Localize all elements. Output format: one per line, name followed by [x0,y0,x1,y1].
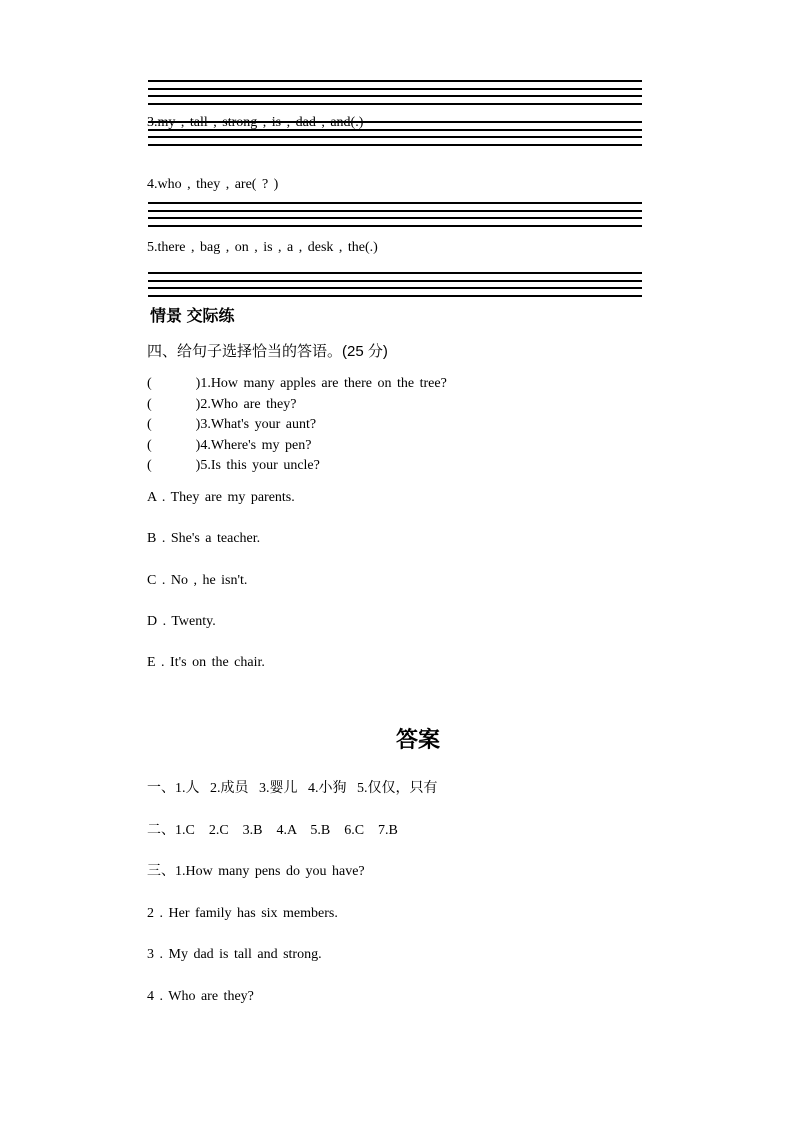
ruled-line [148,129,642,131]
ruled-line [148,121,642,123]
answer-line-4: 2 . Her family has six members. [147,906,338,921]
question-item-1: ( )1.How many apples are there on the tree? [147,376,447,391]
answer-line-6: 4 . Who are they? [147,989,254,1004]
answer-writing-lines [148,272,642,298]
answer-option-d: D . Twenty. [147,614,216,629]
answers-title: 答案 [395,727,441,752]
ruled-line [148,136,642,138]
answer-option-c: C . No , he isn't. [147,573,248,588]
ruled-line [148,272,642,274]
answer-option-a: A . They are my parents. [147,490,295,505]
answer-line-1: 一、1.人 2.成员 3.婴儿 4.小狗 5.仅仅，只有 [147,781,438,796]
ruled-line [148,287,642,289]
ruled-line [148,225,642,227]
ruled-line [148,295,642,297]
ruled-line [148,80,642,82]
answer-option-b: B . She's a teacher. [147,531,261,546]
answer-option-e: E . It's on the chair. [147,655,265,670]
answer-writing-lines [148,202,642,228]
answer-line-2: 二、1.C 2.C 3.B 4.A 5.B 6.C 7.B [147,823,398,838]
answer-line-3: 三、1.How many pens do you have? [147,864,365,879]
question-item-5: ( )5.Is this your uncle? [147,458,320,473]
section-heading: 情景 交际练 [150,308,235,325]
ruled-line [148,202,642,204]
ruled-line [148,88,642,90]
ruled-line [148,280,642,282]
ruled-line [148,95,642,97]
section-title: 四、给句子选择恰当的答语。(25 分) [147,343,388,360]
answer-writing-lines [148,80,642,106]
ruled-line [148,210,642,212]
rearrange-item-4: 4.who , they , are( ? ) [147,177,279,192]
answer-line-5: 3 . My dad is tall and strong. [147,947,322,962]
rearrange-item-5: 5.there , bag , on , is , a , desk , the(.) [147,240,378,255]
answer-writing-lines [148,121,642,147]
question-item-2: ( )2.Who are they? [147,397,297,412]
ruled-line [148,144,642,146]
ruled-line [148,103,642,105]
question-item-4: ( )4.Where's my pen? [147,438,312,453]
ruled-line [148,217,642,219]
question-item-3: ( )3.What's your aunt? [147,417,317,432]
